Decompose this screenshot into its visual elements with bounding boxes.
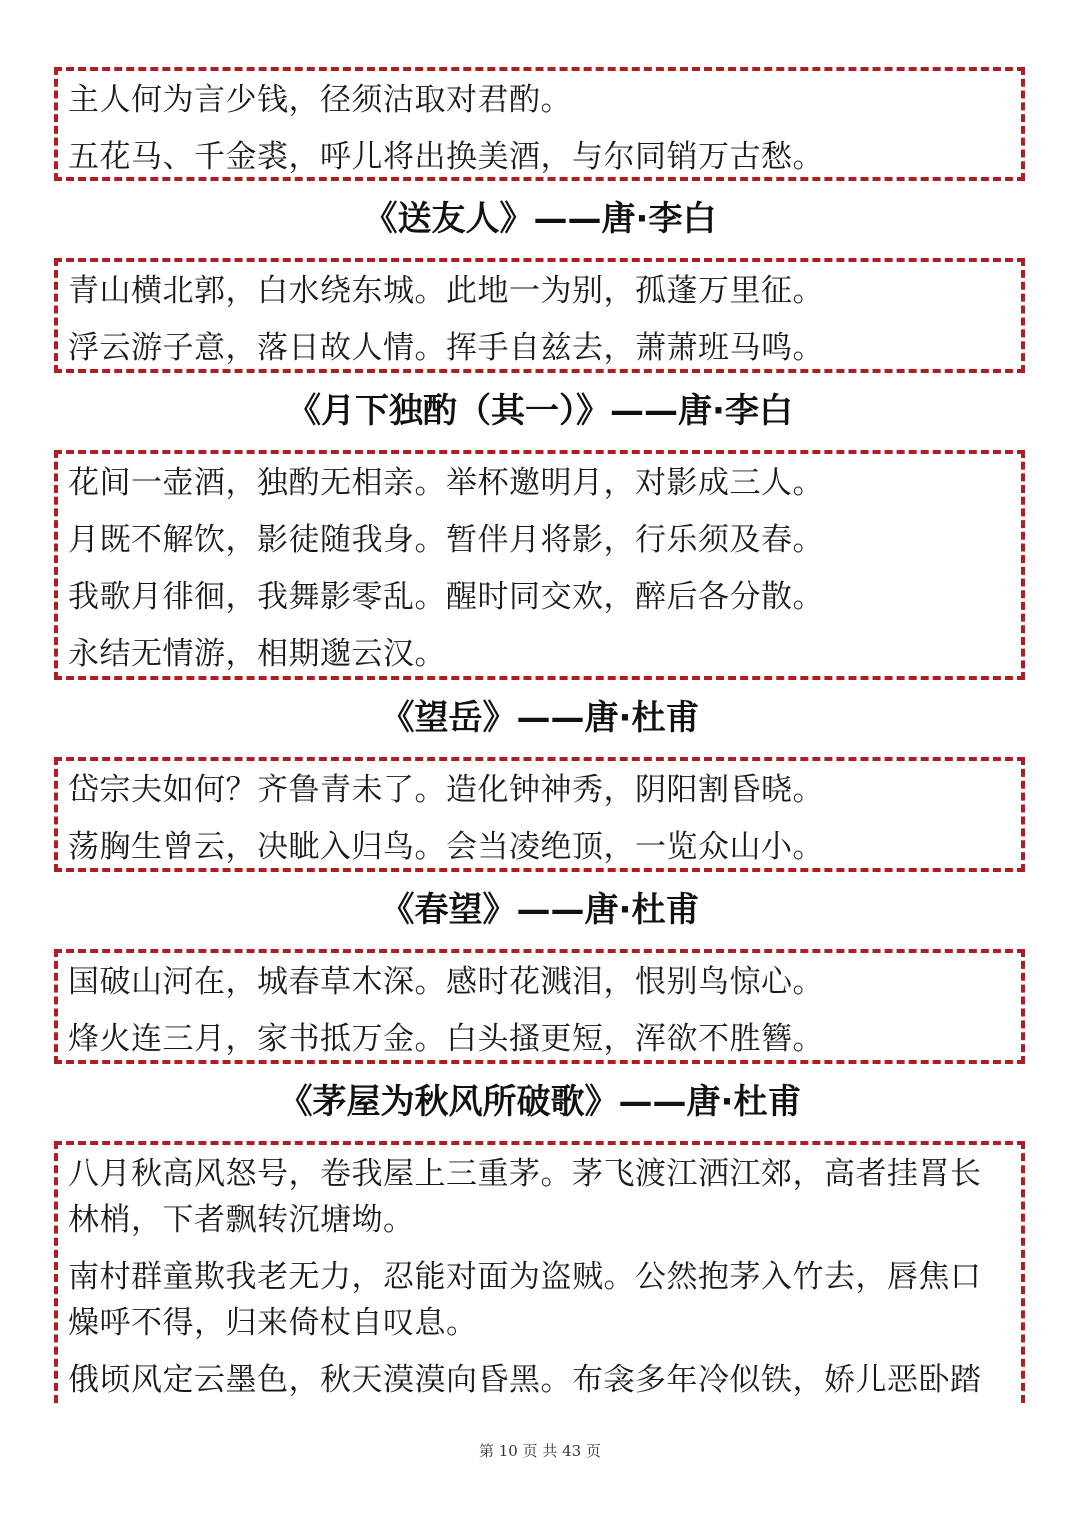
poem-line: 青山横北郭，白水绕东城。此地一为别，孤蓬万里征。 — [68, 273, 824, 309]
poem-box-mao-wu — [54, 1141, 1025, 1403]
poem-box-yue-xia-du-zhuo — [54, 450, 1025, 680]
poem-line: 浮云游子意，落日故人情。挥手自兹去，萧萧班马鸣。 — [68, 330, 824, 366]
poem-line: 烽火连三月，家书抵万金。白头搔更短，浑欲不胜簪。 — [68, 1021, 824, 1057]
poem-box-song-you-ren — [54, 258, 1025, 373]
poem-line: 国破山河在，城春草木深。感时花溅泪，恨别鸟惊心。 — [68, 964, 824, 1000]
page-number-footer: 第 10 页 共 43 页 — [478, 1442, 601, 1460]
poem-line: 俄顷风定云墨色，秋天漠漠向昏黑。布衾多年冷似铁，娇儿恶卧踏 — [68, 1362, 982, 1398]
poem-line: 主人何为言少钱，径须沽取对君酌。 — [68, 82, 572, 118]
poem-line: 荡胸生曾云，决眦入归鸟。会当凌绝顶，一览众山小。 — [68, 829, 824, 865]
poem-title-song-you-ren: 《送友人》——唐·李白 — [363, 199, 717, 239]
poem-line: 八月秋高风怒号，卷我屋上三重茅。茅飞渡江洒江郊，高者挂罥长林梢，下者飘转沉塘坳。 — [68, 1156, 982, 1238]
poem-line: 岱宗夫如何？齐鲁青未了。造化钟神秀，阴阳割昏晓。 — [68, 772, 824, 808]
poem-box-continuation — [54, 67, 1025, 181]
poem-line: 南村群童欺我老无力，忍能对面为盗贼。公然抱茅入竹去，唇焦口燥呼不得，归来倚杖自叹息。 — [68, 1259, 982, 1341]
poem-title-chun-wang: 《春望》——唐·杜甫 — [380, 890, 700, 930]
poem-title-mao-wu: 《茅屋为秋风所破歌》——唐·杜甫 — [278, 1082, 802, 1122]
poem-line: 我歌月徘徊，我舞影零乱。醒时同交欢，醉后各分散。 — [68, 579, 824, 615]
poem-line: 五花马、千金裘，呼儿将出换美酒，与尔同销万古愁。 — [68, 139, 824, 175]
poem-line: 花间一壶酒，独酌无相亲。举杯邀明月，对影成三人。 — [68, 465, 824, 501]
poem-box-wang-yue — [54, 757, 1025, 872]
poem-title-yue-xia-du-zhuo: 《月下独酌（其一）》——唐·李白 — [287, 391, 793, 431]
poem-title-wang-yue: 《望岳》——唐·杜甫 — [380, 698, 700, 738]
poem-line: 永结无情游，相期邈云汉。 — [68, 636, 446, 672]
poem-box-chun-wang — [54, 949, 1025, 1064]
poem-line: 月既不解饮，影徒随我身。暂伴月将影，行乐须及春。 — [68, 522, 824, 558]
